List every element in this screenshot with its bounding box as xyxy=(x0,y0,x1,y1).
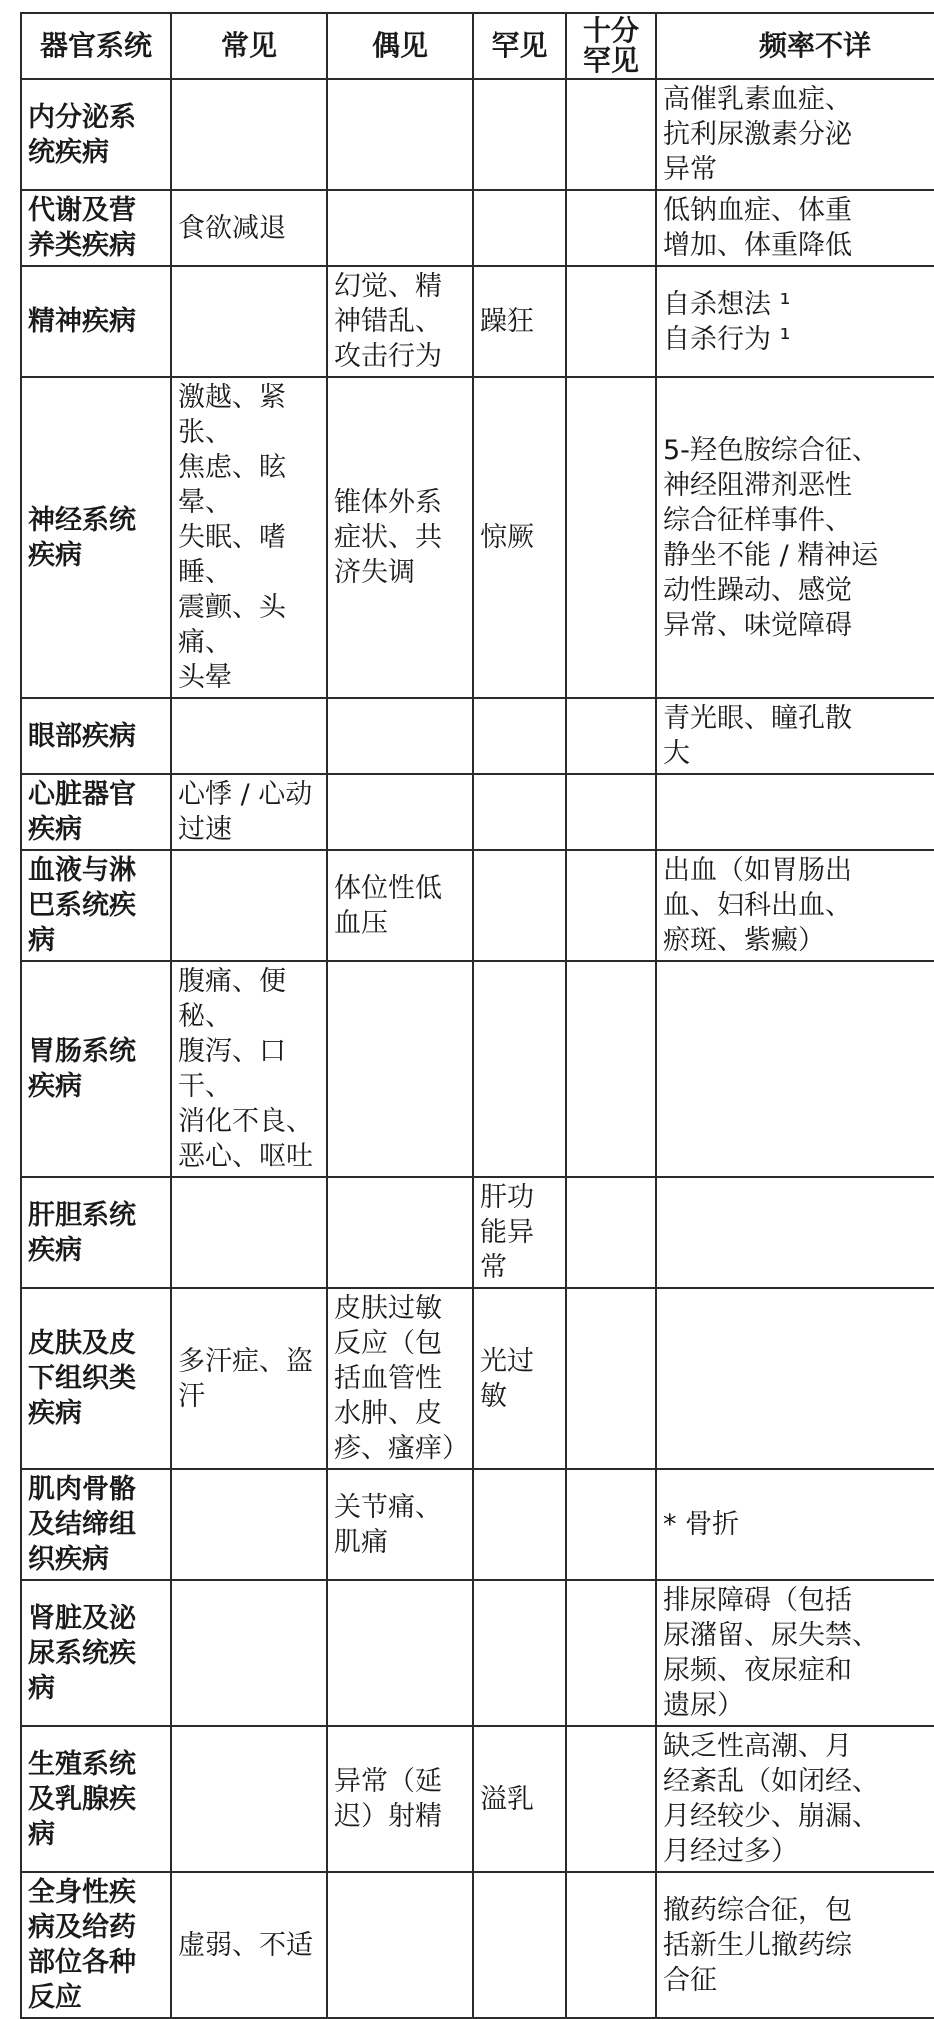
occasional-cell xyxy=(327,698,473,774)
occasional-cell xyxy=(327,961,473,1177)
common-cell xyxy=(171,266,327,377)
occasional-cell xyxy=(327,190,473,266)
common-cell: 心悸 / 心动 过速 xyxy=(171,774,327,850)
frequency-unknown-cell: 撤药综合征，包 括新生儿撤药综 合征 xyxy=(656,1872,934,2018)
common-cell xyxy=(171,698,327,774)
very-rare-cell xyxy=(566,1726,656,1872)
organ-cell: 精神疾病 xyxy=(21,266,171,377)
occasional-cell xyxy=(327,79,473,190)
common-cell xyxy=(171,1580,327,1726)
very-rare-cell xyxy=(566,774,656,850)
very-rare-cell xyxy=(566,79,656,190)
very-rare-cell xyxy=(566,698,656,774)
adverse-reactions-table-container xyxy=(20,12,934,2019)
organ-cell: 皮肤及皮 下组织类 疾病 xyxy=(21,1288,171,1469)
header-rare: 罕见 xyxy=(473,13,566,79)
organ-cell: 代谢及营 养类疾病 xyxy=(21,190,171,266)
occasional-cell: 体位性低 血压 xyxy=(327,850,473,961)
organ-cell: 肾脏及泌 尿系统疾 病 xyxy=(21,1580,171,1726)
rare-cell xyxy=(473,774,566,850)
table-row xyxy=(21,698,934,774)
frequency-unknown-cell xyxy=(656,961,934,1177)
table-row xyxy=(21,266,934,377)
occasional-cell xyxy=(327,1177,473,1288)
occasional-cell: 幻觉、精 神错乱、 攻击行为 xyxy=(327,266,473,377)
header-row xyxy=(21,13,934,79)
frequency-unknown-cell: 出血（如胃肠出 血、妇科出血、 瘀斑、紫癜） xyxy=(656,850,934,961)
frequency-unknown-cell xyxy=(656,1288,934,1469)
rare-cell xyxy=(473,1469,566,1580)
rare-cell: 躁狂 xyxy=(473,266,566,377)
common-cell xyxy=(171,1469,327,1580)
header-organ-system: 器官系统 xyxy=(21,13,171,79)
table-row xyxy=(21,1580,934,1726)
organ-cell: 胃肠系统 疾病 xyxy=(21,961,171,1177)
rare-cell: 溢乳 xyxy=(473,1726,566,1872)
organ-cell: 血液与淋 巴系统疾 病 xyxy=(21,850,171,961)
organ-cell: 心脏器官 疾病 xyxy=(21,774,171,850)
organ-cell: 全身性疾 病及给药 部位各种 反应 xyxy=(21,1872,171,2018)
common-cell xyxy=(171,1177,327,1288)
table-row xyxy=(21,377,934,698)
rare-cell xyxy=(473,190,566,266)
very-rare-cell xyxy=(566,266,656,377)
very-rare-cell xyxy=(566,1580,656,1726)
occasional-cell xyxy=(327,1872,473,2018)
very-rare-cell xyxy=(566,850,656,961)
rare-cell: 光过 敏 xyxy=(473,1288,566,1469)
table-row xyxy=(21,1872,934,2018)
frequency-unknown-cell xyxy=(656,1177,934,1288)
frequency-unknown-cell: 排尿障碍（包括 尿潴留、尿失禁、 尿频、夜尿症和 遗尿） xyxy=(656,1580,934,1726)
organ-cell: 内分泌系 统疾病 xyxy=(21,79,171,190)
very-rare-cell xyxy=(566,961,656,1177)
adverse-reactions-table xyxy=(20,12,934,2019)
rare-cell xyxy=(473,1580,566,1726)
table-row xyxy=(21,1726,934,1872)
very-rare-cell xyxy=(566,1872,656,2018)
rare-cell: 肝功 能异 常 xyxy=(473,1177,566,1288)
organ-cell: 肝胆系统 疾病 xyxy=(21,1177,171,1288)
occasional-cell: 异常（延 迟）射精 xyxy=(327,1726,473,1872)
common-cell xyxy=(171,79,327,190)
header-frequency-unknown: 频率不详 xyxy=(656,13,934,79)
common-cell: 虚弱、不适 xyxy=(171,1872,327,2018)
frequency-unknown-cell: 低钠血症、体重 增加、体重降低 xyxy=(656,190,934,266)
frequency-unknown-cell: 5-羟色胺综合征、 神经阻滞剂恶性 综合征样事件、 静坐不能 / 精神运 动性躁动、感觉 异常、味觉障碍 xyxy=(656,377,934,698)
table-row xyxy=(21,190,934,266)
organ-cell: 眼部疾病 xyxy=(21,698,171,774)
very-rare-cell xyxy=(566,1177,656,1288)
organ-cell: 生殖系统 及乳腺疾 病 xyxy=(21,1726,171,1872)
occasional-cell xyxy=(327,1580,473,1726)
header-very-rare: 十分 罕见 xyxy=(566,13,656,79)
frequency-unknown-cell: 缺乏性高潮、月 经紊乱（如闭经、 月经较少、崩漏、 月经过多） xyxy=(656,1726,934,1872)
common-cell: 食欲减退 xyxy=(171,190,327,266)
occasional-cell xyxy=(327,774,473,850)
table-row xyxy=(21,961,934,1177)
table-row xyxy=(21,850,934,961)
rare-cell xyxy=(473,850,566,961)
common-cell xyxy=(171,850,327,961)
common-cell: 腹痛、便秘、 腹泻、口干、 消化不良、 恶心、呕吐 xyxy=(171,961,327,1177)
common-cell: 激越、紧张、 焦虑、眩晕、 失眠、嗜睡、 震颤、头痛、 头晕 xyxy=(171,377,327,698)
common-cell xyxy=(171,1726,327,1872)
rare-cell: 惊厥 xyxy=(473,377,566,698)
organ-cell: 神经系统 疾病 xyxy=(21,377,171,698)
rare-cell xyxy=(473,1872,566,2018)
organ-cell: 肌肉骨骼 及结缔组 织疾病 xyxy=(21,1469,171,1580)
rare-cell xyxy=(473,961,566,1177)
frequency-unknown-cell xyxy=(656,774,934,850)
frequency-unknown-cell: 高催乳素血症、 抗利尿激素分泌 异常 xyxy=(656,79,934,190)
frequency-unknown-cell: * 骨折 xyxy=(656,1469,934,1580)
table-row xyxy=(21,774,934,850)
rare-cell xyxy=(473,698,566,774)
very-rare-cell xyxy=(566,1288,656,1469)
frequency-unknown-cell: 自杀想法 ¹ 自杀行为 ¹ xyxy=(656,266,934,377)
very-rare-cell xyxy=(566,190,656,266)
common-cell: 多汗症、盗 汗 xyxy=(171,1288,327,1469)
very-rare-cell xyxy=(566,1469,656,1580)
table-row xyxy=(21,1177,934,1288)
occasional-cell: 关节痛、 肌痛 xyxy=(327,1469,473,1580)
header-common: 常见 xyxy=(171,13,327,79)
table-row xyxy=(21,79,934,190)
very-rare-cell xyxy=(566,377,656,698)
occasional-cell: 锥体外系 症状、共 济失调 xyxy=(327,377,473,698)
frequency-unknown-cell: 青光眼、瞳孔散 大 xyxy=(656,698,934,774)
occasional-cell: 皮肤过敏 反应（包 括血管性 水肿、皮 疹、瘙痒） xyxy=(327,1288,473,1469)
rare-cell xyxy=(473,79,566,190)
table-row xyxy=(21,1288,934,1469)
header-occasional: 偶见 xyxy=(327,13,473,79)
table-row xyxy=(21,1469,934,1580)
